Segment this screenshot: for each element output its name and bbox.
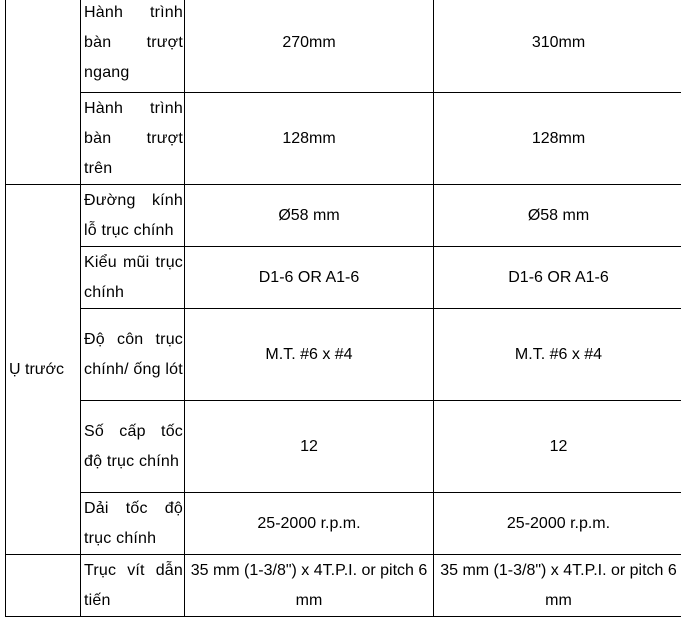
spec-value-model-1: D1-6 OR A1-6 [185, 247, 434, 309]
spec-label: Số cấp tốc độ trục chính [81, 401, 185, 493]
group-cell-empty [6, 0, 81, 185]
table-row [6, 555, 681, 617]
group-cell-empty [6, 555, 81, 617]
spec-table [5, 0, 681, 617]
group-cell-headstock: Ụ trước [6, 185, 81, 555]
spec-value-model-1: 270mm [185, 0, 434, 93]
spec-label: Kiểu mũi trục chính [81, 247, 185, 309]
spec-label: Hành trình bàn trượt trên [81, 93, 185, 185]
table-row [6, 93, 681, 185]
spec-value-model-1: 128mm [185, 93, 434, 185]
spec-value-model-1: Ø58 mm [185, 185, 434, 247]
spec-value-model-1: 12 [185, 401, 434, 493]
spec-value-model-2: D1-6 OR A1-6 [434, 247, 681, 309]
table-row [6, 493, 681, 555]
spec-value-model-2: 12 [434, 401, 681, 493]
spec-value-model-1: 35 mm (1-3/8") x 4T.P.I. or pitch 6 mm [185, 555, 434, 617]
spec-value-model-2: Ø58 mm [434, 185, 681, 247]
table-row [6, 0, 681, 93]
spec-label: Trục vít dẫn tiến [81, 555, 185, 617]
table-row [6, 401, 681, 493]
spec-value-model-1: M.T. #6 x #4 [185, 309, 434, 401]
spec-value-model-1: 25-2000 r.p.m. [185, 493, 434, 555]
spec-value-model-2: 310mm [434, 0, 681, 93]
spec-label: Đường kính lỗ trục chính [81, 185, 185, 247]
table-row [6, 309, 681, 401]
table-row [6, 247, 681, 309]
spec-value-model-2: 25-2000 r.p.m. [434, 493, 681, 555]
spec-label: Hành trình bàn trượt ngang [81, 0, 185, 93]
spec-value-model-2: 128mm [434, 93, 681, 185]
spec-label: Dải tốc độ trục chính [81, 493, 185, 555]
table-row [6, 185, 681, 247]
spec-value-model-2: M.T. #6 x #4 [434, 309, 681, 401]
spec-label: Độ côn trục chính/ ống lót [81, 309, 185, 401]
spec-value-model-2: 35 mm (1-3/8") x 4T.P.I. or pitch 6 mm [434, 555, 681, 617]
